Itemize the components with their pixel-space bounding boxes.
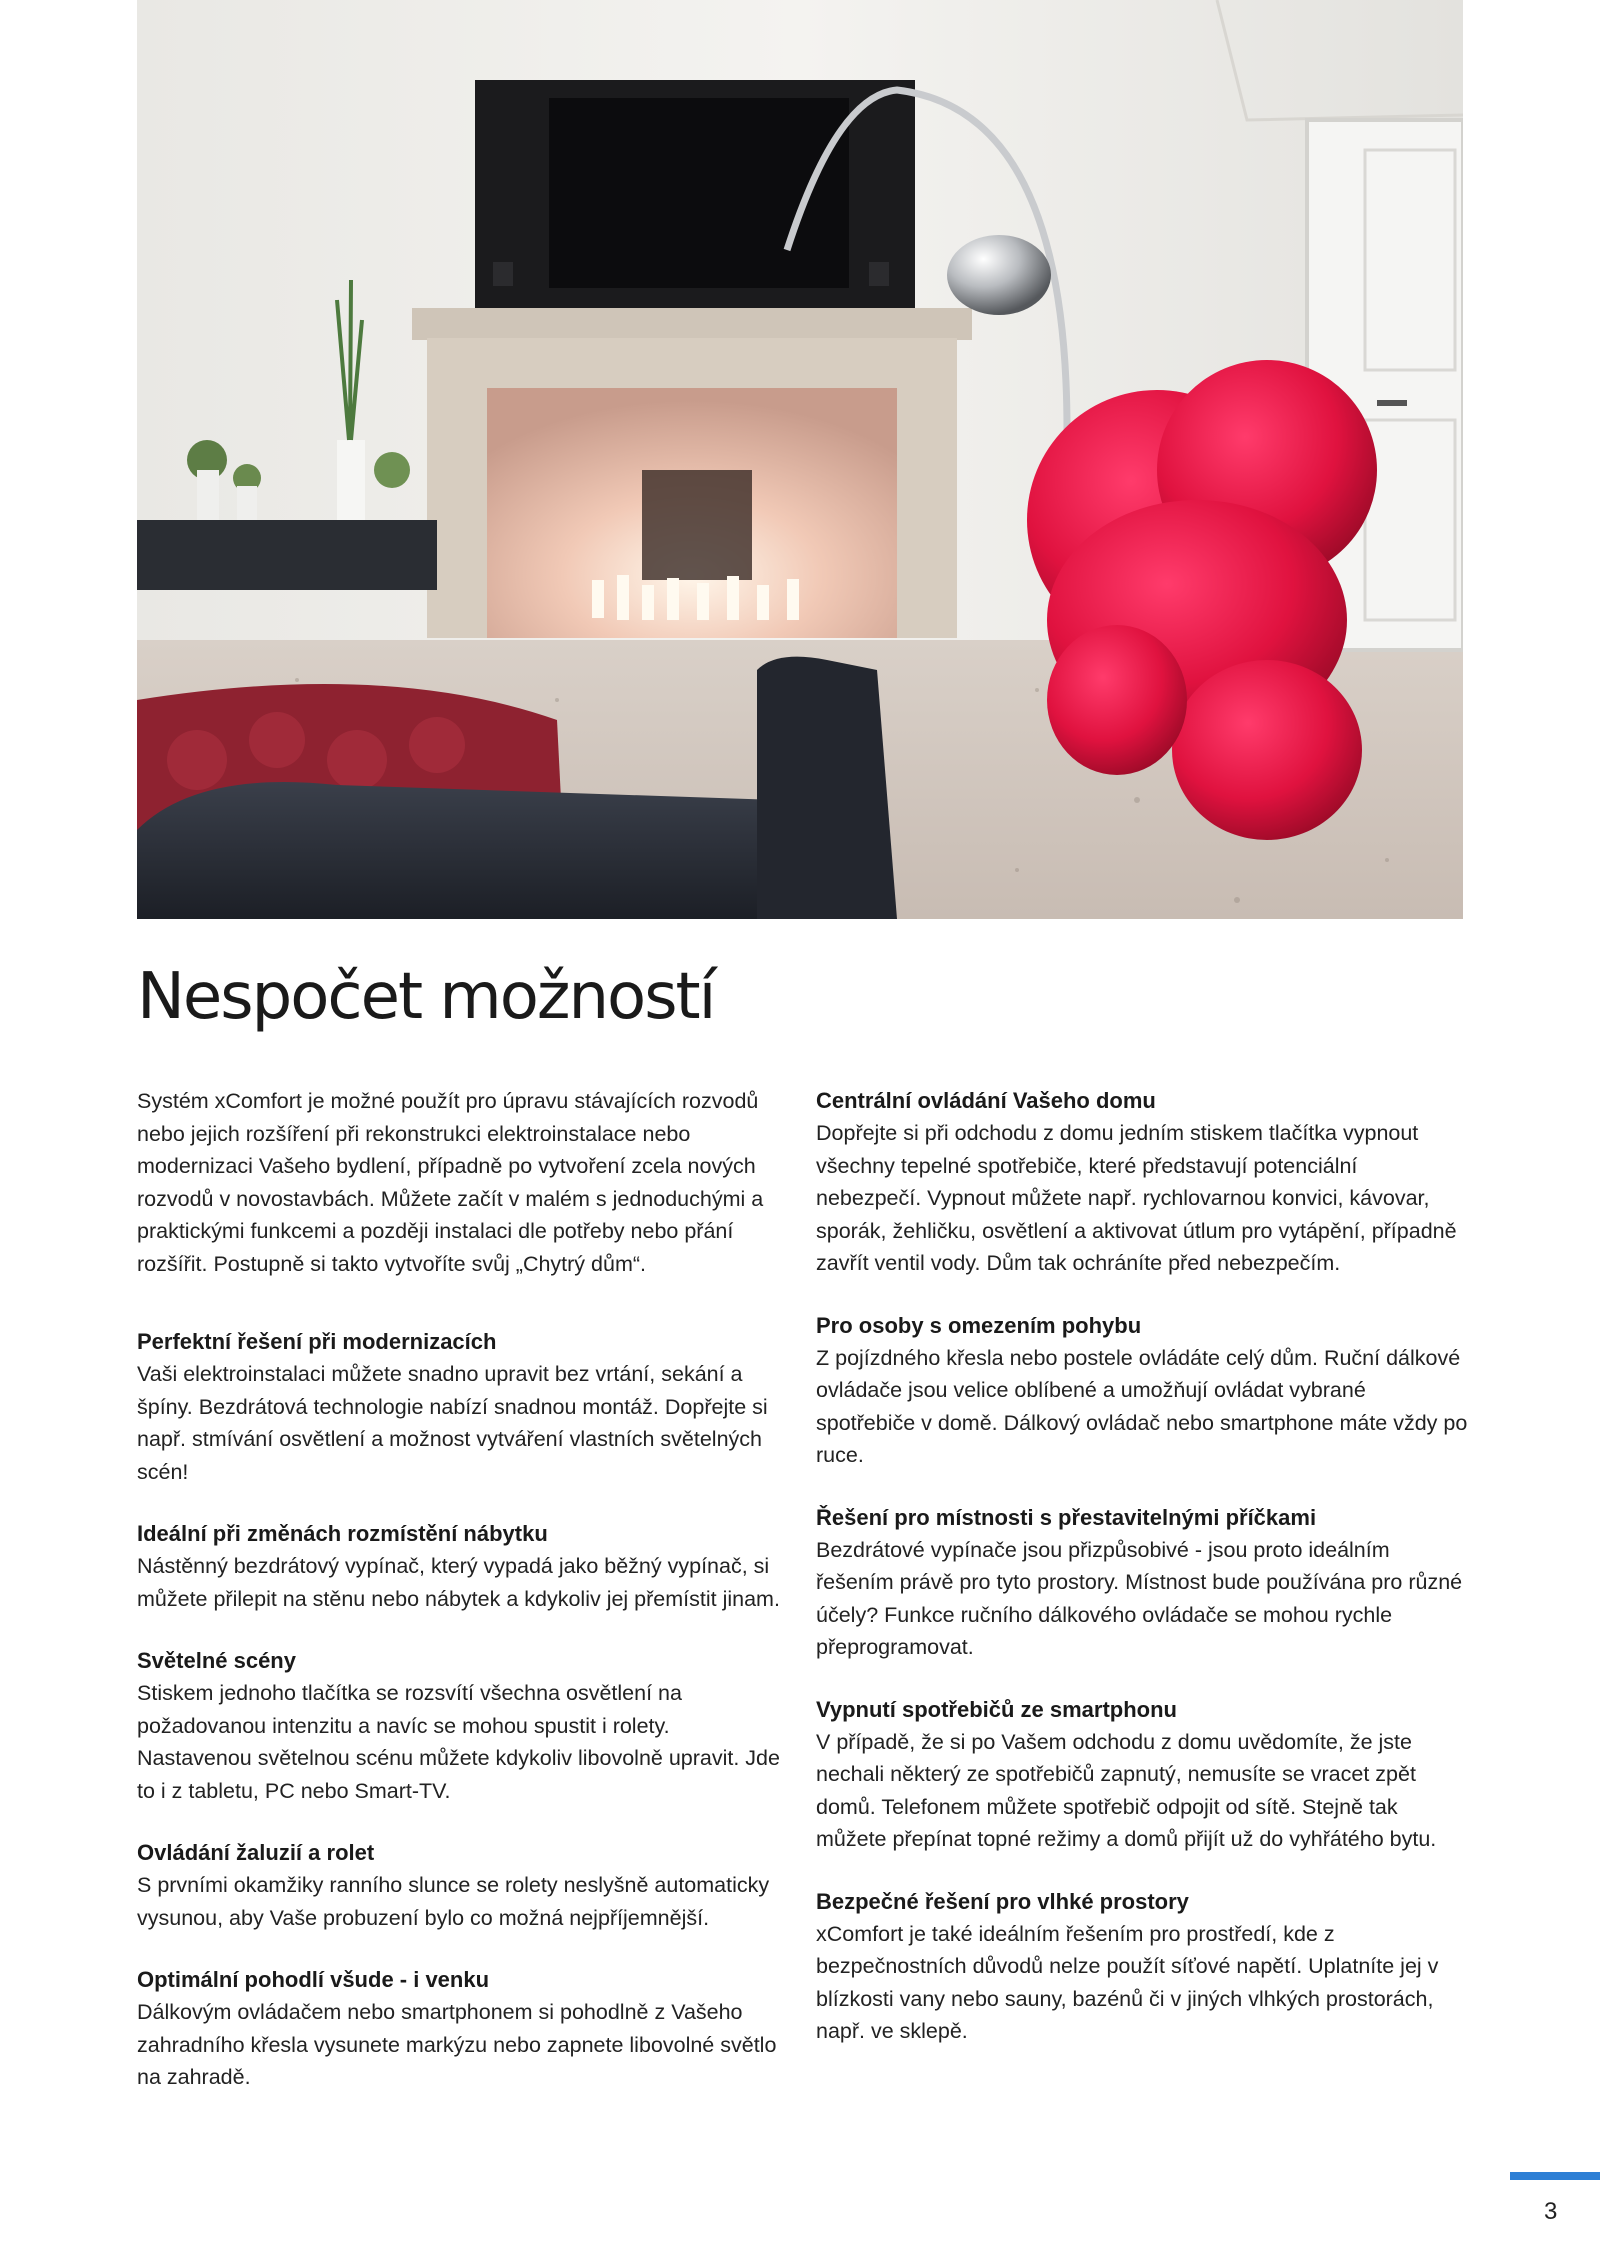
section-text: xComfort je také ideálním řešením pro prostředí, kde z bezpečnostních důvodů nelze použít síťové napětí. Uplatníte jej v blízkosti vany nebo sauny, bazénů či v jiných vlhkých prostorách, např. ve sklepě.: [816, 1921, 1439, 2043]
right-column: [816, 1085, 1468, 2078]
section-smartphone: [816, 1694, 1468, 1856]
section-svetelne-sceny: [137, 1645, 789, 1807]
section-venku: [137, 1964, 789, 2094]
page-number: 3: [1544, 2198, 1558, 2225]
page-accent-bar: [1510, 2172, 1600, 2180]
section-heading: Ovládání žaluzií a rolet: [137, 1840, 375, 1865]
section-text: Vaši elektroinstalaci můžete snadno upravit bez vrtání, sekání a špíny. Bezdrátová technologie nabízí snadnou montáž. Dopřejte si např. stmívání osvětlení a možnost vytváření vlastních světelných scén!: [137, 1362, 768, 1484]
section-text: Bezdrátové vypínače jsou přizpůsobivé - jsou proto ideálním řešením právě pro tyto prostory. Místnost bude používána pro různé účely? Funkce ručního dálkového ovládače se mohou rychle přeprogramovat.: [816, 1537, 1463, 1659]
section-modernizace: [137, 1326, 789, 1488]
intro-block: [137, 1085, 789, 1280]
section-text: Dálkovým ovládačem nebo smartphonem si pohodlně z Vašeho zahradního křesla vysunete markýzu nebo zapnete libovolné světlo na zahradě.: [137, 2000, 777, 2089]
section-zaluzie: [137, 1837, 789, 1934]
section-heading: Perfektní řešení při modernizacích: [137, 1329, 497, 1354]
intro-text: Systém xComfort je možné použít pro úpravu stávajících rozvodů nebo jejich rozšíření při rekonstrukci elektroinstalace nebo modernizaci Vašeho bydlení, případně po vytvoření zcela nových rozvodů v novostavbách. Můžete začít v malém s jednoduchými a praktickými funkcemi a později instalaci dle potřeby nebo přání rozšířit. Postupně si takto vytvoříte svůj „Chytrý dům“.: [137, 1089, 764, 1276]
section-heading: Vypnutí spotřebičů ze smartphonu: [816, 1696, 1177, 1722]
section-heading: Řešení pro místnosti s přestavitelnými příčkami: [816, 1504, 1317, 1530]
section-text: Z pojízdného křesla nebo postele ovládáte celý dům. Ruční dálkové ovládače jsou velice oblíbené a umožňují ovládat vybrané spotřebiče v domě. Dálkový ovládač nebo smartphone máte vždy po ruce.: [816, 1345, 1468, 1467]
section-heading: Bezpečné řešení pro vlhké prostory: [816, 1888, 1189, 1914]
section-omezeni-pohybu: [816, 1310, 1468, 1472]
section-text: V případě, že si po Vašem odchodu z domu uvědomíte, že jste nechali některý ze spotřebičů zapnutý, nemusíte se vracet zpět domů. Telefonem můžete spotřebič odpojit od sítě. Stejně tak můžete přepínat topné režimy a domů přijít už do vyhřátého bytu.: [816, 1729, 1437, 1851]
section-text: Stiskem jednoho tlačítka se rozsvítí všechna osvětlení na požadovanou intenzitu a navíc se mohou spustit i rolety. Nastavenou světelnou scénu můžete kdykoliv libovolně upravit. Jde to i z tabletu, PC nebo Smart-TV.: [137, 1681, 780, 1803]
section-vlhke-prostory: [816, 1886, 1468, 2048]
section-heading: Ideální při změnách rozmístění nábytku: [137, 1521, 548, 1546]
section-pricky: [816, 1502, 1468, 1664]
hero-photo: [137, 0, 1463, 919]
left-column: [137, 1085, 789, 2124]
section-heading: Optimální pohodlí všude - i venku: [137, 1967, 490, 1992]
section-text: S prvními okamžiky ranního slunce se rolety neslyšně automaticky vysunou, aby Vaše probuzení bylo co možná nejpříjemnější.: [137, 1873, 770, 1930]
section-nabytek: [137, 1518, 789, 1615]
section-text: Nástěnný bezdrátový vypínač, který vypadá jako běžný vypínač, si můžete přilepit na stěnu nebo nábytek a kdykoliv jej přemístit jinam.: [137, 1554, 780, 1611]
page-title: Nespočet možností: [137, 960, 715, 1034]
section-heading: Centrální ovládání Vašeho domu: [816, 1088, 1156, 1113]
section-heading: Světelné scény: [137, 1648, 296, 1673]
section-centralni: [816, 1085, 1468, 1280]
section-heading: Pro osoby s omezením pohybu: [816, 1312, 1142, 1338]
section-text: Dopřejte si při odchodu z domu jedním stiskem tlačítka vypnout všechny tepelné spotřebiče, které představují potenciální nebezpečí. Vypnout můžete např. rychlovarnou konvici, kávovar, sporák, žehličku, osvětlení a aktivovat útlum pro vytápění, případně zavřít ventil vody. Dům tak ochráníte před nebezpečím.: [816, 1121, 1457, 1275]
